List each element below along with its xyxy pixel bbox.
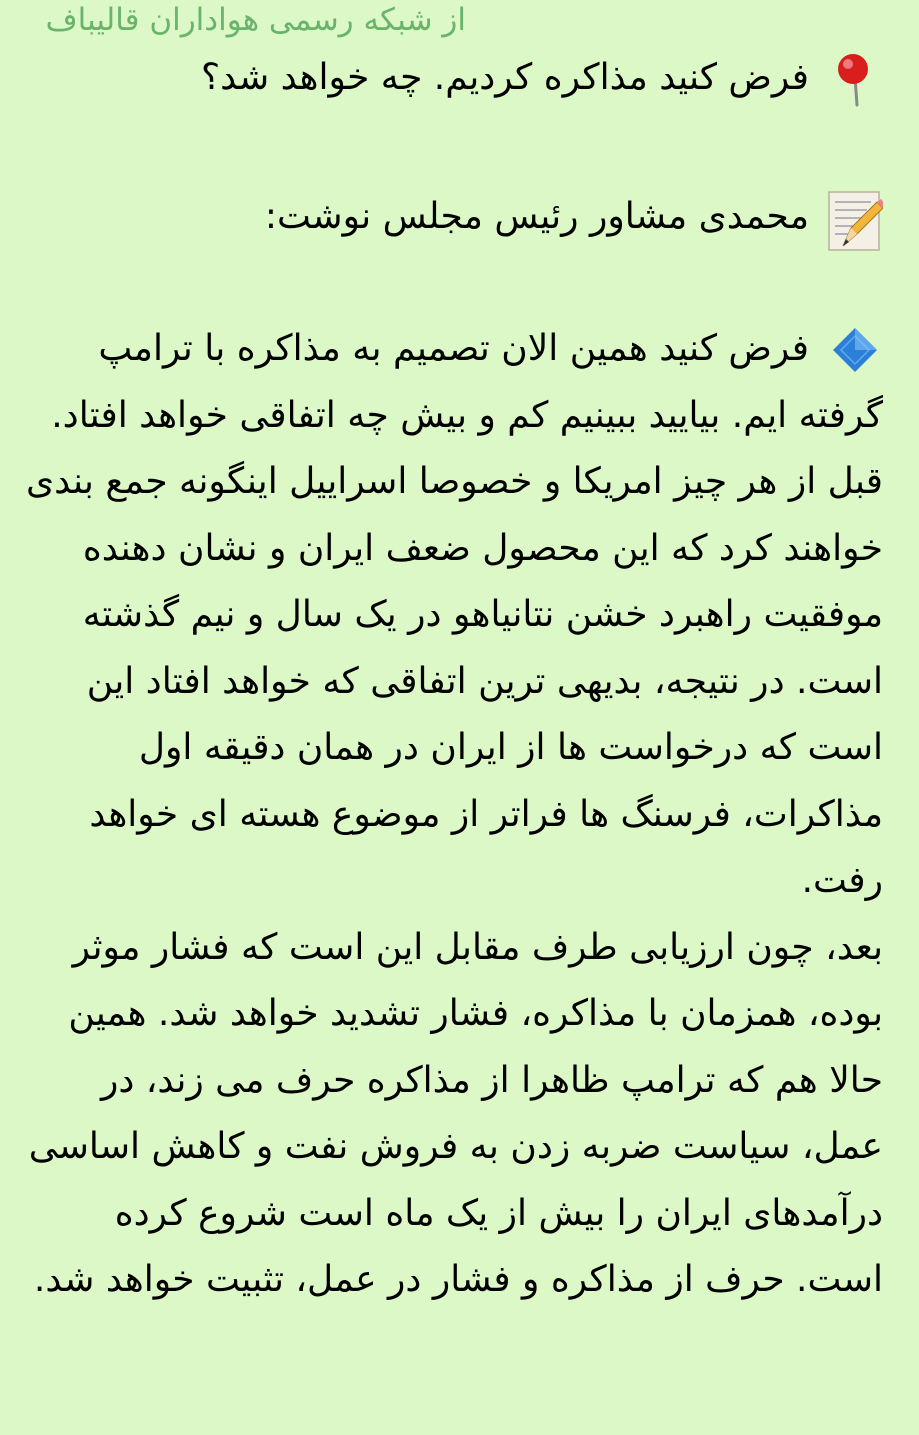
message-body-text: فرض کنید همین الان تصمیم به مذاکره با ترامپ گرفته ایم. بیایید ببینیم کم و بیش چه اتفاقی خواهد افتاد. قبل از هر چیز امریکا و خصوصا اسراییل اینگونه جمع بندی خواهند کرد که این محصول ضعف ایران و نشان دهنده موفقیت راهبرد خشن نتانیاهو در یک سال و نیم گذشته است. در نتیجه، بدیهی ترین اتفاقی که خواهد افتاد این است که درخواست ها از ایران در همان دقیقه اول مذاکرات، فرسنگ ها فراتر از موضوع هسته ای خواهد رفت. بعد، چون ارزیابی طرف مقابل این است که فشار موثر بوده، همزمان با مذاکره، فشار تشدید خواهد شد. همین حالا هم که ترامپ ظاهرا از مذاکره حرف می زند، در عمل، سیاست ضربه زدن به فروش نفت و کاهش اساسی درآمدهای ایران را بیش از یک ماه است شروع کرده است. حرف از مذاکره و فشار در عمل، تثبیت خواهد شد. xyxy=(25,328,883,1300)
message-line-author xyxy=(21,184,883,251)
blue-diamond-icon xyxy=(827,322,883,378)
forwarded-from-label[interactable]: از شبکه رسمی هواداران قالیباف xyxy=(45,2,466,38)
memo-pencil-icon xyxy=(827,190,883,246)
message-body xyxy=(21,316,883,1314)
message-line-question xyxy=(21,45,883,112)
line-question-text: فرض کنید مذاکره کردیم. چه خواهد شد؟ xyxy=(201,57,809,98)
line-author-text: محمدی مشاور رئیس مجلس نوشت: xyxy=(264,196,809,237)
round-pushpin-icon xyxy=(827,51,883,107)
